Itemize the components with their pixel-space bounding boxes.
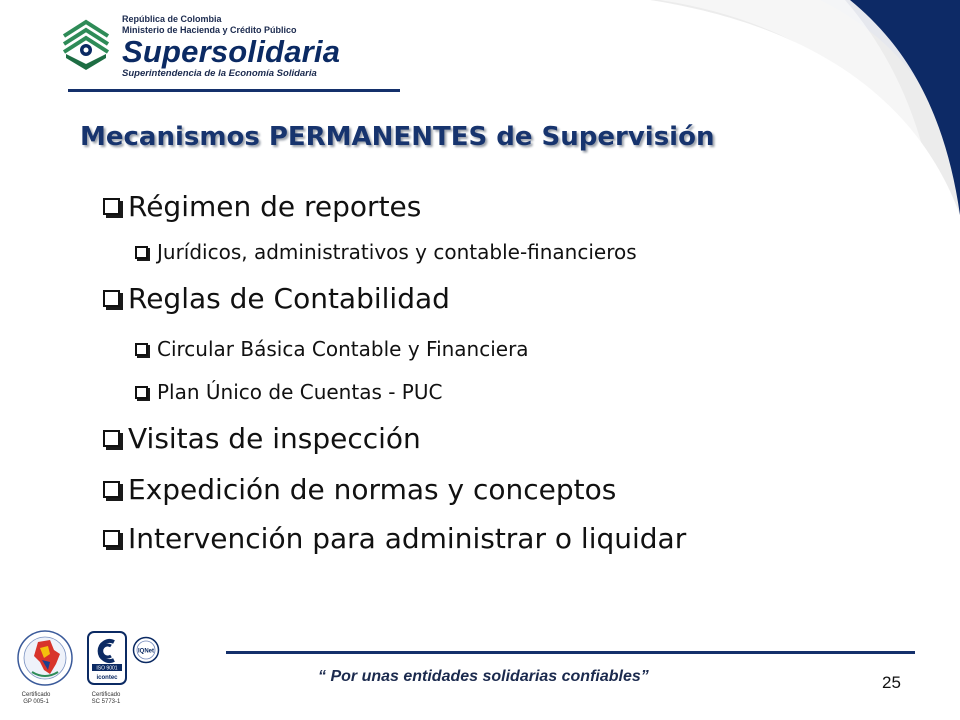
bullet-item (103, 473, 616, 506)
bullet-text: Intervención para administrar o liquidar (128, 522, 687, 555)
bullet-item (103, 422, 421, 455)
icontec-badge-text: icontec (96, 675, 118, 681)
cert-1-line1: Certificado (21, 692, 51, 698)
bullet-text: Reglas de Contabilidad (128, 282, 450, 315)
bullet-item (103, 282, 450, 315)
iso-badge-text: ISO 9001 (96, 665, 118, 672)
sub-bullet-item (135, 337, 529, 361)
bullet-item (103, 522, 686, 555)
logo-subtitle: Superintendencia de la Economía Solidaria (122, 68, 317, 79)
cert-label-1 (16, 692, 56, 706)
checkbox-bullet-icon (103, 530, 120, 547)
checkbox-bullet-icon (103, 290, 120, 307)
logo-ministry: Ministerio de Hacienda y Crédito Público (122, 25, 297, 35)
logo-brand: Supersolidaria (122, 34, 341, 69)
colombia-seal-icon (10, 628, 80, 688)
sub-bullet-text: Plan Único de Cuentas - PUC (157, 380, 443, 404)
bullet-text: Visitas de inspección (128, 422, 421, 455)
bullet-item (103, 190, 421, 223)
checkbox-bullet-icon (135, 343, 148, 356)
bullet-text: Expedición de normas y conceptos (128, 473, 617, 506)
checkbox-bullet-icon (135, 386, 148, 399)
iqnet-seal-icon (132, 636, 160, 664)
iso-seal-icon (86, 630, 128, 686)
logo-country: República de Colombia (122, 14, 222, 24)
checkbox-bullet-icon (103, 198, 120, 215)
bullet-text: Régimen de reportes (128, 190, 422, 223)
cert-1-line2: GP 005-1 (23, 699, 49, 705)
sub-bullet-text: Jurídicos, administrativos y contable-financieros (157, 240, 637, 264)
iqnet-badge-text: IQNet (137, 648, 155, 655)
cert-2-line1: Certificado (91, 692, 121, 698)
checkbox-bullet-icon (135, 246, 148, 259)
checkbox-bullet-icon (103, 481, 120, 498)
sub-bullet-item (135, 380, 442, 404)
footer-slogan: “ Por unas entidades solidarias confiables” (318, 668, 649, 685)
page-number: 25 (882, 673, 901, 692)
checkbox-bullet-icon (103, 430, 120, 447)
sub-bullet-text: Circular Básica Contable y Financiera (157, 337, 529, 361)
cert-2-line2: SC 5773-1 (91, 699, 121, 705)
cert-label-2 (86, 692, 126, 706)
sub-bullet-item (135, 240, 637, 264)
slide-title: Mecanismos PERMANENTES de Supervisión (80, 122, 715, 152)
footer-rule (226, 651, 915, 654)
